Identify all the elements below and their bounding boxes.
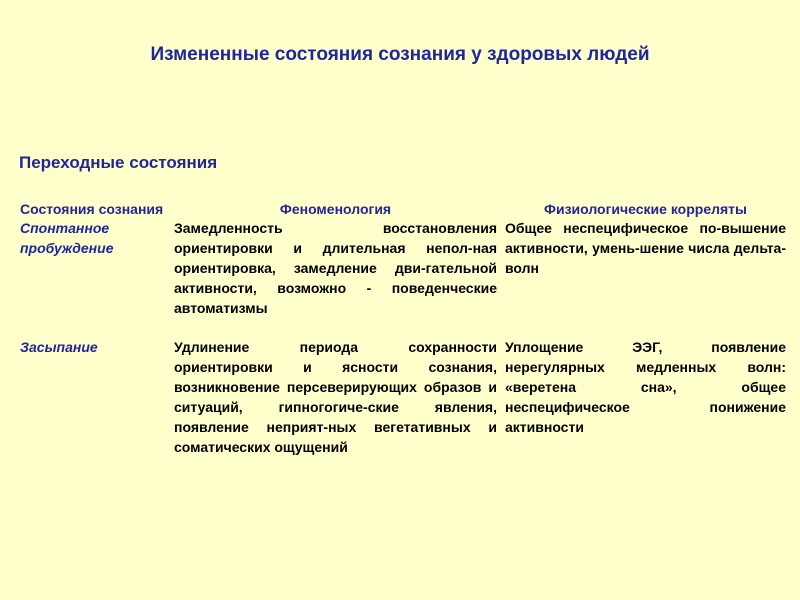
row-state-label: Спонтанное пробуждение	[20, 220, 114, 256]
page-title: Измененные состояния сознания у здоровых людей	[150, 44, 650, 65]
row-spacer	[16, 318, 790, 337]
table-header-row	[16, 201, 790, 218]
row-phenomenology-cell: Удлинение периода сохранности ориентировки и ясности сознания, возникновение персеверирующих образов и ситуаций, гипногогиче-ские явления, появление неприят-ных вегетативных и соматических ощущений	[174, 339, 497, 455]
row-state-label: Засыпание	[20, 339, 98, 355]
section-subtitle: Переходные состояния	[19, 153, 218, 172]
column-header-states: Состояния сознания	[20, 201, 164, 217]
row-correlates-cell: Общее неспецифическое по-вышение активности, умень-шение числа дельта-волн	[505, 220, 786, 276]
row-correlates-cell: Уплощение ЭЭГ, появление нерегулярных медленных волн: «веретена сна», общее неспецифическое понижение активности	[505, 339, 786, 435]
states-table	[16, 201, 790, 457]
row-phenomenology-cell: Замедленность восстановления ориентировки и длительная непол-ная ориентировка, замедление дви-гательной активности, возможно - поведенческие автоматизмы	[174, 220, 497, 316]
table-row	[16, 218, 790, 318]
column-header-phenomenology: Феноменология	[279, 201, 392, 217]
column-header-correlates: Физиологические корреляты	[544, 201, 747, 217]
table-row	[16, 337, 790, 457]
